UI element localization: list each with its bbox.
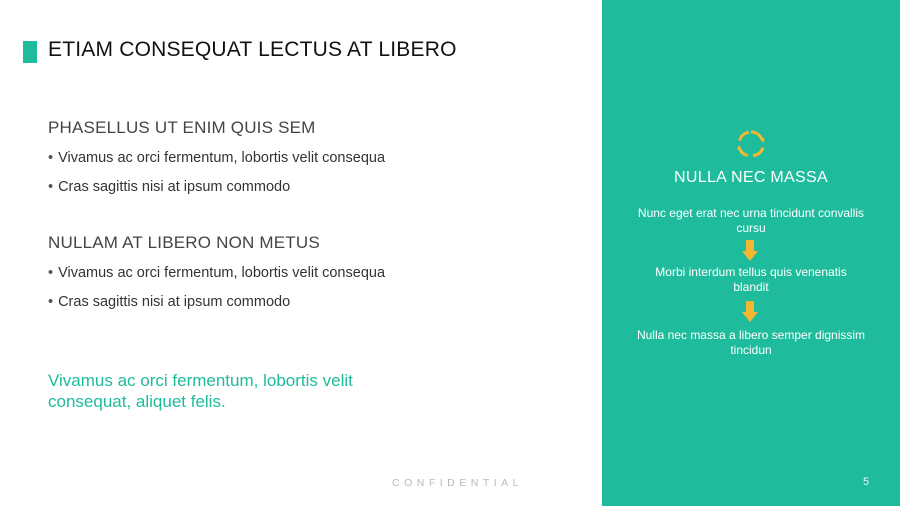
bullet-dot-icon: • <box>48 150 54 166</box>
section-1-bullets <box>48 144 548 202</box>
panel-title: NULLA NEC MASSA <box>674 169 828 186</box>
step-3-text: Nulla nec massa a libero semper dignissim tincidun <box>636 328 866 357</box>
page-number: 5 <box>863 476 870 488</box>
bullet-item <box>48 144 548 173</box>
bullet-text: Vivamus ac orci fermentum, lobortis velit consequa <box>58 150 386 166</box>
slide-title: ETIAM CONSEQUAT LECTUS AT LIBERO <box>48 38 457 61</box>
bullet-text: Cras sagittis nisi at ipsum commodo <box>58 294 291 310</box>
bullet-dot-icon: • <box>48 294 54 310</box>
bullet-item <box>48 173 548 202</box>
confidential-footer: CONFIDENTIAL <box>392 477 524 489</box>
side-panel <box>602 0 900 506</box>
highlight-quote: Vivamus ac orci fermentum, lobortis velit consequat, aliquet felis. <box>48 371 353 411</box>
section-2-bullets <box>48 259 548 317</box>
bullet-text: Cras sagittis nisi at ipsum commodo <box>58 179 291 195</box>
bullet-dot-icon: • <box>48 179 54 195</box>
bullet-text: Vivamus ac orci fermentum, lobortis velit consequa <box>58 265 386 281</box>
arrow-down-icon <box>742 301 758 323</box>
step-1-text: Nunc eget erat nec urna tincidunt convallis cursu <box>637 206 865 235</box>
bullet-dot-icon: • <box>48 265 54 281</box>
section-2-heading: NULLAM AT LIBERO NON METUS <box>48 233 320 252</box>
bullet-item <box>48 288 548 317</box>
cycle-arrows-icon <box>735 128 767 160</box>
bullet-item <box>48 259 548 288</box>
section-1 <box>48 118 548 202</box>
section-2 <box>48 233 548 317</box>
section-1-heading: PHASELLUS UT ENIM QUIS SEM <box>48 118 316 137</box>
step-2-text: Morbi interdum tellus quis venenatis blandit <box>655 265 847 294</box>
title-accent-bar <box>23 41 37 63</box>
arrow-down-icon <box>742 240 758 262</box>
